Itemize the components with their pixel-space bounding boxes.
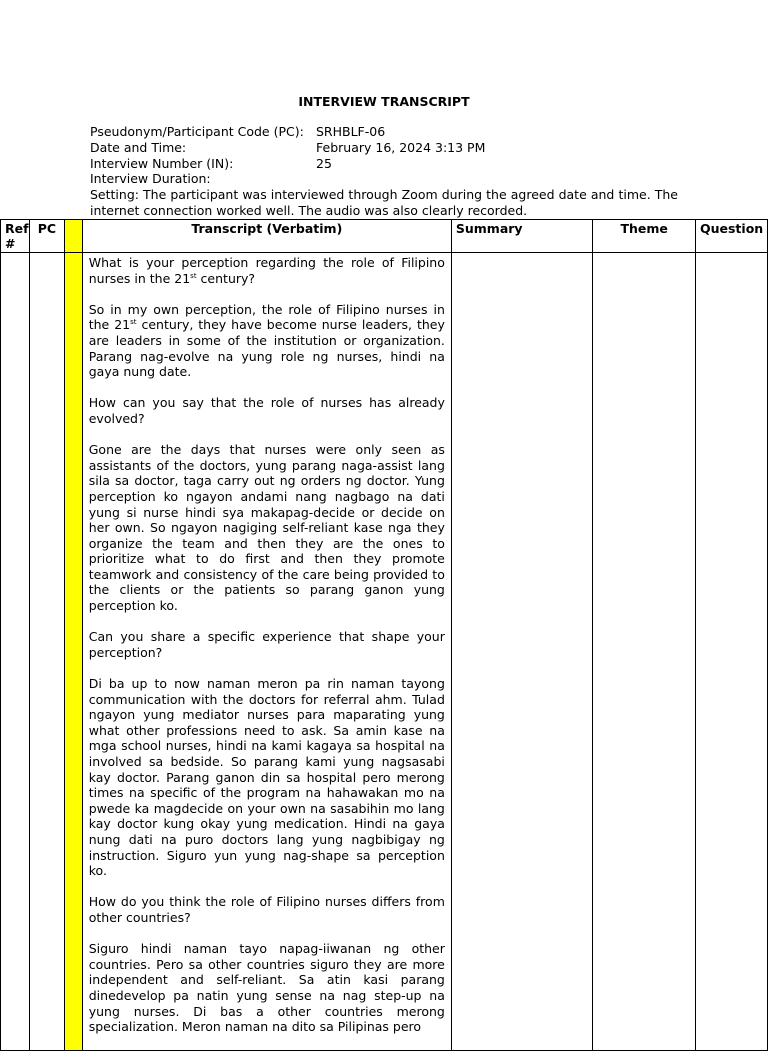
header-theme: Theme bbox=[593, 220, 696, 253]
meta-interview-number bbox=[90, 156, 678, 172]
transcript-cell bbox=[82, 253, 451, 1051]
meta-label: Interview Number (IN): bbox=[90, 155, 234, 171]
header-question: Question bbox=[695, 220, 767, 253]
setting-text: Setting: The participant was interviewed through Zoom during the agreed date and time. The internet connection worked well. The audio was also clearly recorded. bbox=[90, 187, 678, 218]
answer-1: So in my own perception, the role of Filipino nurses in the 21st century, they have become nurse leaders, they are leaders in some of the institution or organization. Parang nag-evolve na yung role ng nurses, hindi na gaya nung date. bbox=[88, 301, 445, 380]
header-ref: Ref # bbox=[1, 220, 30, 253]
header-pc: PC bbox=[29, 220, 64, 253]
meta-value: 25 bbox=[316, 155, 332, 171]
meta-value: February 16, 2024 3:13 PM bbox=[316, 139, 486, 155]
header-transcript: Transcript (Verbatim) bbox=[82, 220, 451, 253]
table-row bbox=[1, 253, 768, 1051]
meta-participant-code bbox=[90, 124, 678, 140]
answer-2: Gone are the days that nurses were only seen as assistants of the doctors, yung parang naga-assist lang sila sa doctor, taga carry out ng orders ng doctor. Yung perception ko ngayon andami nang nagbago na dati yung si nurse hindi sya makapag-decide or decide on her own. So ngayon nagiging self-reliant kase nga they organize the team and then they are the ones to prioritize what to do first and then they promote teamwork and consistency of the care being provided to the clients or the patients so parang ganon yung perception ko. bbox=[88, 442, 445, 614]
meta-label: Pseudonym/Participant Code (PC): bbox=[90, 124, 304, 139]
interview-metadata bbox=[90, 124, 678, 219]
question-1: What is your perception regarding the role of Filipino nurses in the 21st century? bbox=[88, 255, 445, 286]
theme-cell bbox=[593, 253, 696, 1051]
meta-interview-duration bbox=[90, 171, 678, 187]
question-cell bbox=[695, 253, 767, 1051]
ref-cell bbox=[1, 253, 30, 1051]
answer-3: Di ba up to now naman meron pa rin naman tayong communication with the doctors for referral ahm. Tulad ngayon yung mediator nurses para maparating yung what other professions need to ask. Sa amin kase na mga school nurses, hindi na kami kagaya sa hospital na involved sa bedside. So parang kami yung nagsasabi kay doctor. Parang ganon din sa hospital pero merong times na specific of the program na hahawakan mo na pwede ka magdecide on your own na sasabihin mo lang kay doctor kung okay yung medication. Hindi na gaya nung dati na puro doctors lang yung nagbibigay ng instruction. Siguro yun yung nag-shape sa perception ko. bbox=[88, 676, 445, 879]
meta-value: SRHBLF-06 bbox=[316, 124, 386, 139]
document-title: INTERVIEW TRANSCRIPT bbox=[298, 94, 470, 109]
meta-date-time bbox=[90, 140, 678, 156]
transcript-table bbox=[0, 219, 768, 1051]
table-header-row bbox=[1, 220, 768, 253]
question-2: How can you say that the role of nurses has already evolved? bbox=[88, 395, 445, 426]
meta-label: Interview Duration: bbox=[90, 171, 211, 187]
meta-label: Date and Time: bbox=[90, 139, 187, 155]
header-summary: Summary bbox=[451, 220, 593, 253]
question-4: How do you think the role of Filipino nurses differs from other countries? bbox=[88, 894, 445, 925]
summary-cell bbox=[451, 253, 593, 1051]
pc-cell bbox=[29, 253, 64, 1051]
highlight-column-cell bbox=[64, 253, 82, 1051]
question-3: Can you share a specific experience that shape your perception? bbox=[88, 629, 445, 660]
highlight-column-header bbox=[64, 220, 82, 253]
answer-4: Siguro hindi naman tayo napag-iiwanan ng other countries. Pero sa other countries siguro they are more independent and self-reliant. Sa atin kasi parang dinedevelop pa natin yung sense na nag step-up na yung nurses. Di bas a other countries merong specialization. Meron naman na dito sa Pilipinas pero bbox=[88, 941, 445, 1035]
